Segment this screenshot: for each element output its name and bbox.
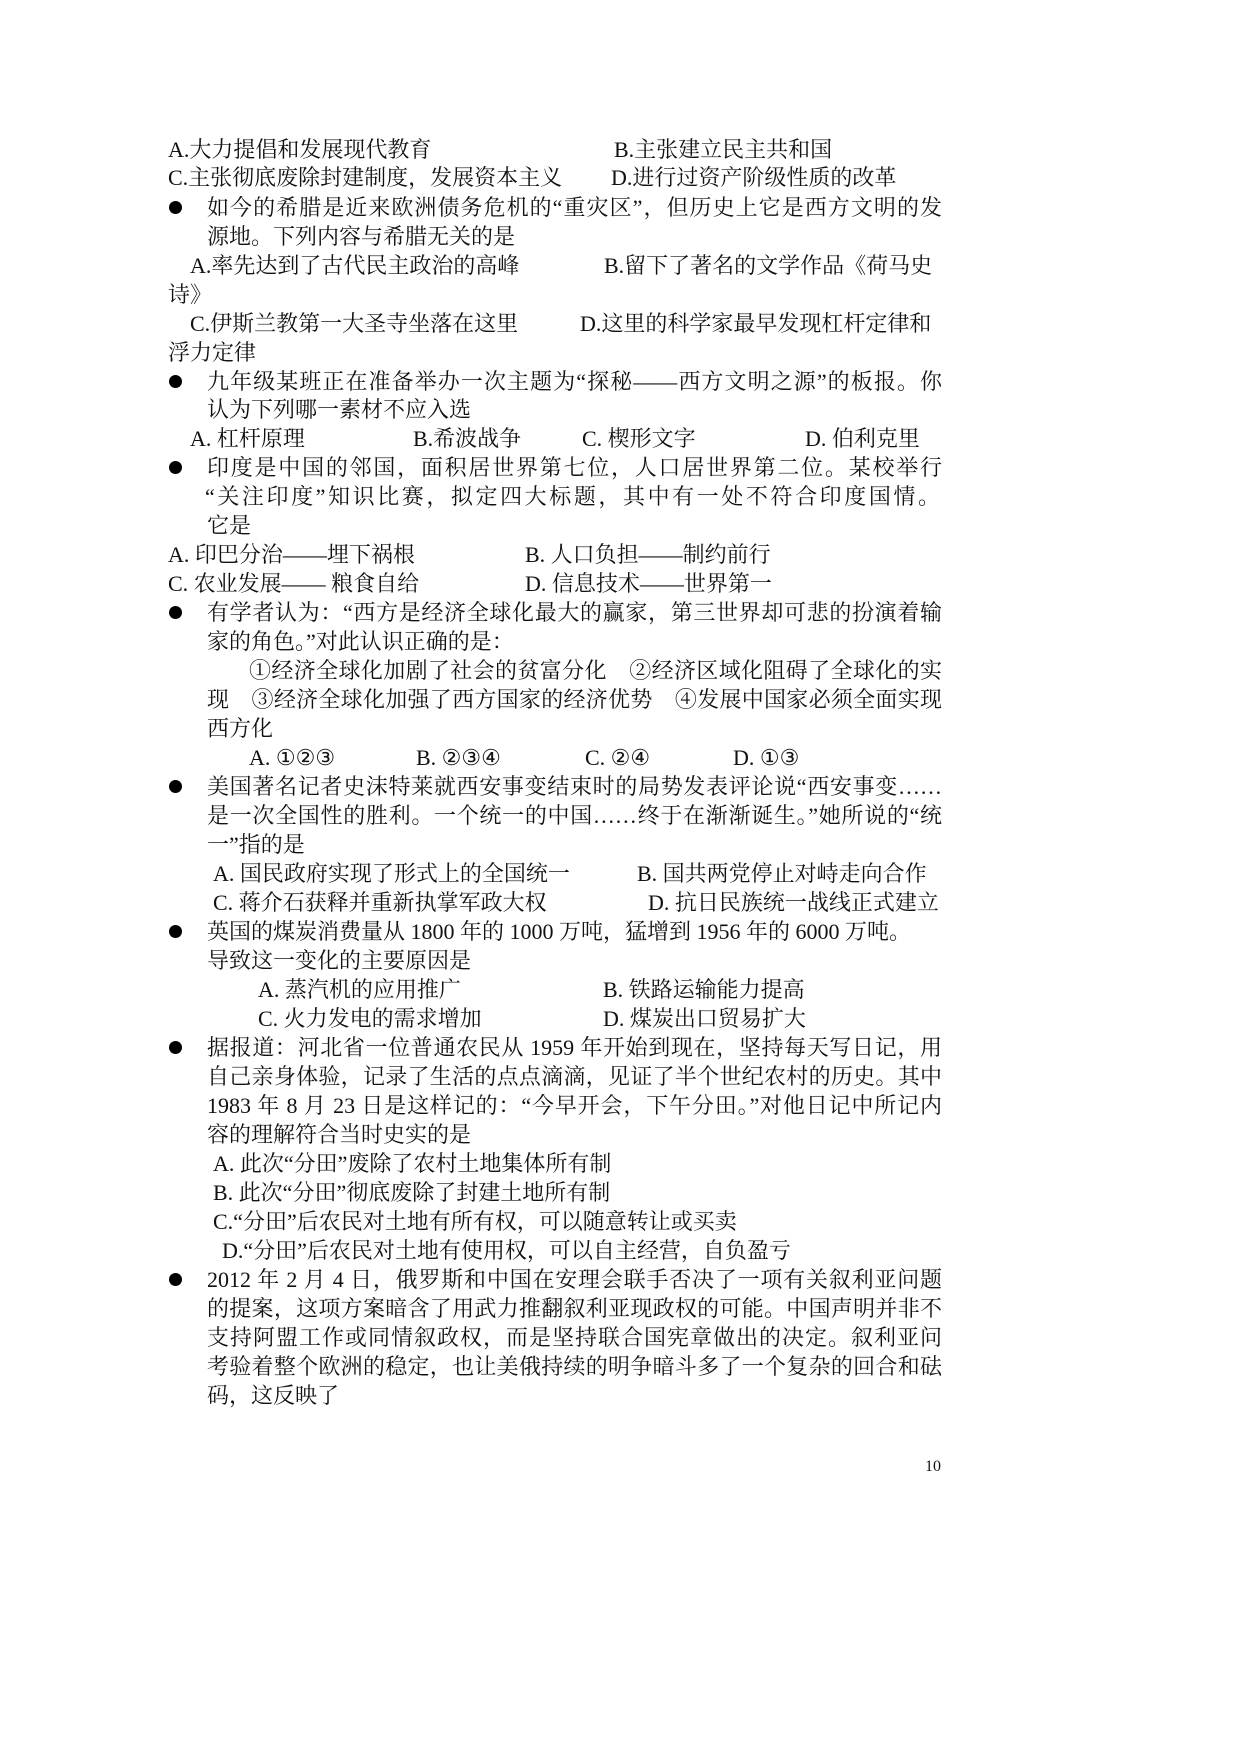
option-b: B.留下了著名的文学作品《荷马史 [604, 253, 933, 278]
bullet-icon [169, 1041, 182, 1054]
question-stem-line: 它是 [207, 513, 252, 538]
question-stem-line: 源地。下列内容与希腊无关的是 [207, 224, 516, 249]
option-d: D. 信息技术——世界第一 [525, 571, 772, 596]
option-b: B. 铁路运输能力提高 [603, 977, 805, 1002]
option-c: C. 楔形文字 [582, 426, 696, 451]
option-b-continued: 诗》 [168, 282, 213, 307]
option-b: B. 国共两党停止对峙走向合作 [637, 861, 927, 886]
question-stem-line: 1983 年 8 月 23 日是这样记的：“今早开会，下午分田。”对他日记中所记内 [207, 1093, 942, 1118]
option-c: C. 火力发电的需求增加 [258, 1006, 482, 1031]
option-d: D. 抗日民族统一战线正式建立 [648, 890, 939, 915]
bullet-icon [169, 606, 182, 619]
question-stem-line: 的提案，这项方案暗含了用武力推翻叙利亚现政权的可能。中国声明并非不 [207, 1296, 942, 1321]
option-c: C. 农业发展—— 粮食自给 [168, 571, 420, 596]
option-d: D. ①③ [733, 745, 800, 770]
option-b: B. 人口负担——制约前行 [525, 542, 771, 567]
question-stem-line: 印度是中国的邻国，面积居世界第七位，人口居世界第二位。某校举行 [207, 455, 942, 480]
option-d: D. 伯利克里 [805, 426, 920, 451]
option-a: A. 蒸汽机的应用推广 [258, 977, 461, 1002]
question-stem-line: 导致这一变化的主要原因是 [207, 948, 472, 973]
bullet-icon [169, 1273, 182, 1286]
option-a: A. 国民政府实现了形式上的全国统一 [213, 861, 570, 886]
question-stem-line: 美国著名记者史沫特莱就西安事变结束时的局势发表评论说“西安事变…… [207, 774, 942, 799]
option-d: D.进行过资产阶级性质的改革 [611, 165, 897, 190]
bullet-icon [169, 780, 182, 793]
statement-line: 西方化 [207, 716, 274, 741]
question-stem-line: 一”指的是 [207, 832, 305, 857]
question-stem-line: 有学者认为：“西方是经济全球化最大的赢家，第三世界却可悲的扮演着输 [207, 600, 942, 625]
option-b: B.希波战争 [413, 426, 522, 451]
question-stem-line: 容的理解符合当时史实的是 [207, 1122, 472, 1147]
statement-line: 现 ③经济全球化加强了西方国家的经济优势 ④发展中国家必须全面实现 [207, 687, 942, 712]
question-stem-line: “关注印度”知识比赛，拟定四大标题，其中有一处不符合印度国情。 [205, 484, 940, 509]
option-b: B. ②③④ [416, 745, 501, 770]
question-stem-line: 考验着整个欧洲的稳定，也让美俄持续的明争暗斗多了一个复杂的回合和砝 [207, 1354, 942, 1379]
page-number: 10 [925, 1458, 941, 1475]
option-d: D.这里的科学家最早发现杠杆定律和 [580, 311, 932, 336]
option-c: C.“分田”后农民对土地有所有权，可以随意转让或买卖 [213, 1209, 737, 1234]
bullet-icon [169, 201, 182, 214]
question-stem-line: 认为下列哪一素材不应入选 [207, 397, 472, 422]
question-stem-line: 码，这反映了 [207, 1383, 340, 1408]
option-c: C. ②④ [585, 745, 651, 770]
option-a: A.大力提倡和发展现代教育 [168, 137, 432, 162]
bullet-icon [169, 461, 182, 474]
option-d: D.“分田”后农民对土地有使用权，可以自主经营，自负盈亏 [222, 1238, 791, 1263]
bullet-icon [169, 925, 182, 938]
question-stem-line: 英国的煤炭消费量从 1800 年的 1000 万吨，猛增到 1956 年的 6000 万吨。 [207, 919, 912, 944]
option-c: C.主张彻底废除封建制度，发展资本主义 [168, 165, 563, 190]
bullet-icon [169, 375, 182, 388]
question-stem-line: 支持阿盟工作或同情叙政权，而是坚持联合国宪章做出的决定。叙利亚问 [207, 1325, 942, 1350]
question-stem-line: 2012 年 2 月 4 日，俄罗斯和中国在安理会联手否决了一项有关叙利亚问题 [207, 1267, 942, 1292]
question-stem-line: 自己亲身体验，记录了生活的点点滴滴，见证了半个世纪农村的历史。其中 [207, 1064, 942, 1089]
option-a: A. 杠杆原理 [190, 426, 305, 451]
question-stem-line: 如今的希腊是近来欧洲债务危机的“重灾区”，但历史上它是西方文明的发 [207, 195, 942, 220]
question-stem-line: 家的角色。”对此认识正确的是： [207, 629, 514, 654]
option-d-continued: 浮力定律 [168, 340, 257, 365]
option-a: A. 此次“分田”废除了农村土地集体所有制 [213, 1151, 612, 1176]
option-a: A.率先达到了古代民主政治的高峰 [190, 253, 520, 278]
option-d: D. 煤炭出口贸易扩大 [603, 1006, 806, 1031]
option-b: B. 此次“分田”彻底废除了封建土地所有制 [213, 1180, 611, 1205]
option-a: A. 印巴分治——埋下祸根 [168, 542, 415, 567]
question-stem-line: 九年级某班正在准备举办一次主题为“探秘——西方文明之源”的板报。你 [207, 369, 942, 394]
option-b: B.主张建立民主共和国 [614, 137, 833, 162]
option-c: C. 蒋介石获释并重新执掌军政大权 [213, 890, 547, 915]
question-stem-line: 据报道：河北省一位普通农民从 1959 年开始到现在，坚持每天写日记，用 [207, 1035, 942, 1060]
option-c: C.伊斯兰教第一大圣寺坐落在这里 [190, 311, 519, 336]
option-a: A. ①②③ [249, 745, 336, 770]
statement-line: ①经济全球化加剧了社会的贫富分化 ②经济区域化阻碍了全球化的实 [249, 658, 942, 683]
question-stem-line: 是一次全国性的胜利。一个统一的中国……终于在渐渐诞生。”她所说的“统 [207, 803, 942, 828]
